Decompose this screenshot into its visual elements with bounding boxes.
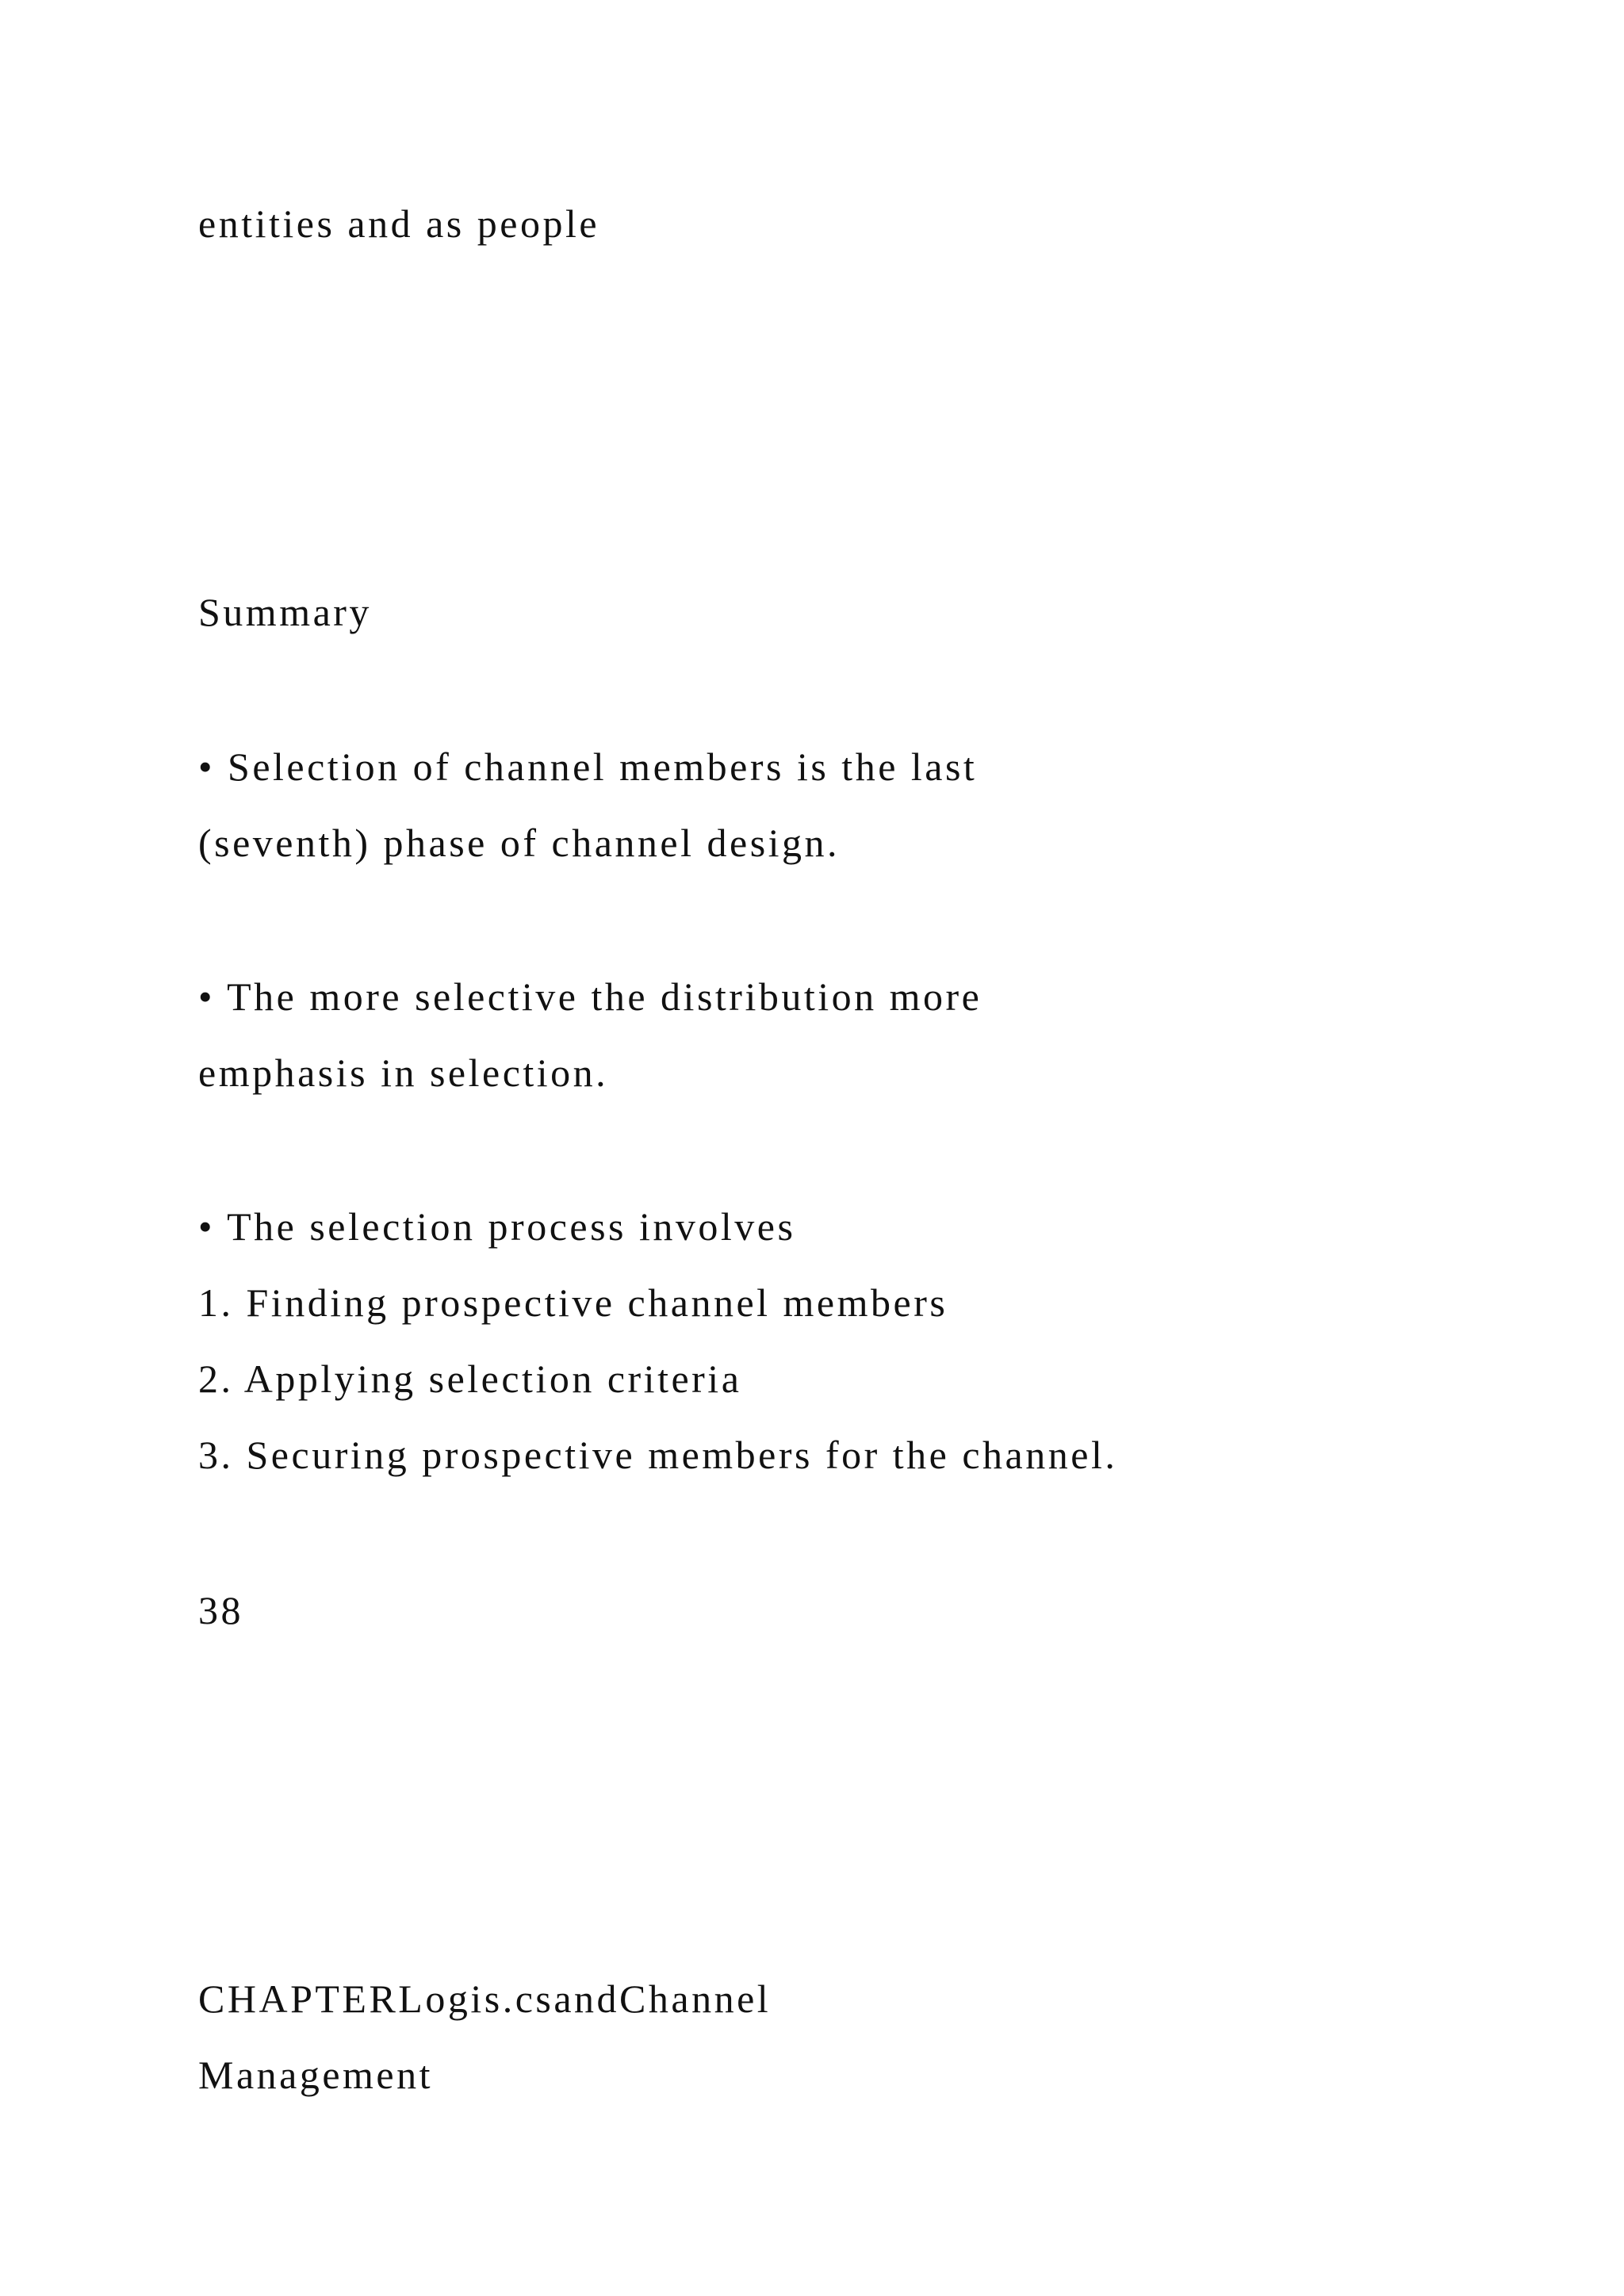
numbered-item-2: 2. Applying selection criteria [198, 1357, 742, 1401]
bullet-item-1-line-1: • Selection of channel members is the last [198, 744, 978, 789]
bullet-item-2-line-1: • The more selective the distribution more [198, 974, 982, 1019]
bullet-item-1-line-2: (seventh) phase of channel design. [198, 821, 841, 865]
numbered-item-3: 3. Securing prospective members for the channel. [198, 1433, 1118, 1477]
chapter-title-line-1: CHAPTERLogis.csandChannel [198, 1976, 772, 2021]
numbered-item-1: 1. Finding prospective channel members [198, 1280, 948, 1325]
chapter-title-line-2: Management [198, 2053, 434, 2097]
bullet-item-3: • The selection process involves [198, 1204, 796, 1249]
page-text-entities: entities and as people [198, 201, 600, 246]
bullet-item-2-line-2: emphasis in selection. [198, 1050, 609, 1095]
page-number: 38 [198, 1588, 243, 1632]
section-heading-summary: Summary [198, 590, 372, 634]
